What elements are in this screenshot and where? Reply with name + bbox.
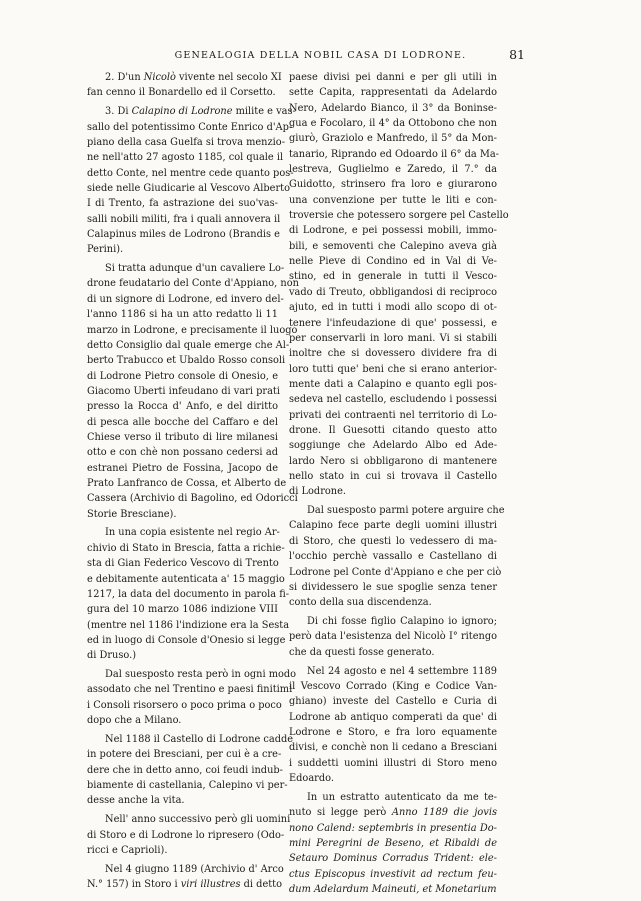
text-segment: loro tutti que' beni che si erano anterior-: [289, 363, 497, 375]
paragraph: [289, 614, 497, 660]
text-segment: detto Conte, nel mentre cede quanto pos-: [87, 167, 294, 179]
text-segment: Nel 1188 il Castello di Lodrone cadde: [105, 733, 294, 745]
text-line: [289, 740, 497, 755]
text-line: [289, 454, 497, 469]
text-segment: i Consoli risorsero o poco prima o poco: [87, 699, 282, 711]
text-segment: conto della sua discendenza.: [289, 597, 432, 609]
text-segment: che da questi fosse generato.: [289, 646, 435, 658]
text-line: [289, 346, 497, 361]
text-segment: Nero, Adelardo Bianco, il 3° da Boninse-: [289, 102, 497, 114]
text-segment: troversie che potessero sorgere pel Castello: [289, 210, 509, 222]
text-segment: biamente di castellania, Calepino vi per-: [87, 779, 288, 791]
text-line: [87, 862, 284, 877]
italic-text: Nicolò: [143, 72, 176, 83]
text-line: [87, 556, 278, 571]
text-segment: una convenzione per tutte le liti e con-: [289, 194, 497, 206]
text-line: [87, 828, 285, 843]
text-segment: dopo che a Milano.: [87, 715, 182, 727]
text-line: [87, 384, 278, 399]
text-line: [289, 771, 497, 786]
text-segment: Dal suesposto parmi potere arguire che: [307, 505, 505, 517]
paragraph: [87, 525, 290, 663]
text-line: [289, 223, 497, 238]
text-segment: I di Trento, fa astrazione dei suo'vas-: [87, 198, 278, 210]
text-segment: milite e vas-: [232, 106, 296, 118]
text-line: [87, 150, 284, 165]
text-line: [87, 461, 278, 476]
text-segment: di pesca alle bocche del Caffaro e del: [87, 416, 278, 428]
text-line: [87, 812, 291, 827]
text-line: [289, 423, 497, 438]
text-segment: ricci e Caprioli).: [87, 844, 168, 856]
text-line: [289, 756, 497, 771]
text-segment: Perini).: [87, 244, 124, 256]
text-segment: Nel 24 agosto e nel 4 settembre 1189: [307, 665, 497, 677]
italic-text: Setauro Dominus Corradus Trident: ele-: [289, 853, 497, 865]
text-line: [289, 595, 497, 610]
text-line: [87, 85, 278, 100]
text-segment: in potere dei Bresciani, per cui è a cre-: [87, 749, 282, 761]
text-segment: Guidotto, strinsero fra loro e giurarono: [289, 179, 497, 191]
text-line: [87, 104, 296, 119]
text-line: [87, 135, 285, 150]
text-line: [87, 747, 282, 762]
italic-text: ctus Episcopus investivit ad rectum feu-: [289, 868, 497, 880]
text-line: [87, 166, 294, 181]
text-line: [289, 534, 497, 549]
text-line: [289, 549, 497, 564]
text-line: [289, 331, 497, 346]
text-line: [87, 667, 297, 682]
text-line: [87, 793, 278, 808]
text-line: [87, 181, 290, 196]
text-line: [87, 323, 298, 338]
text-line: [87, 242, 278, 257]
text-segment: presso la Rocca d' Anfo, e del diritto: [87, 401, 278, 413]
text-segment: gua e Focolaro, il 4° da Ottobono che non: [289, 118, 497, 130]
text-segment: sedeva nel castello, escludendo i possessi: [289, 394, 497, 406]
text-segment: berto Trabucco et Ubaldo Rosso consoli: [87, 355, 286, 367]
text-segment: per conservarli in loro mani. Vi si stabili: [289, 332, 497, 344]
text-line: [289, 269, 497, 284]
text-line: [289, 484, 497, 499]
text-segment: privati dei contraenti nel territorio di Lo-: [289, 409, 497, 421]
text-segment: dere che in detto anno, coi feudi indub-: [87, 764, 283, 776]
text-segment: N.° 157) in Storo i: [87, 879, 181, 891]
paragraph: [87, 812, 291, 858]
text-line: [87, 877, 283, 892]
text-line: [289, 177, 497, 192]
text-segment: assodato che nel Trentino e paesi finitimi: [87, 684, 293, 696]
text-segment: Storie Bresciane).: [87, 508, 177, 520]
text-line: [289, 614, 497, 629]
text-line: [87, 292, 284, 307]
text-line: [87, 476, 287, 491]
text-segment: sette Capita, rappresentati da Adelardo: [289, 87, 497, 99]
text-line: [289, 805, 497, 820]
text-segment: fan cenno il Bonardello ed il Corsetto.: [87, 87, 276, 99]
text-line: [289, 725, 497, 740]
text-segment: salli nobili militi, fra i quali annovera il: [87, 213, 281, 225]
text-line: [289, 285, 497, 300]
text-segment: stino, ed in generale in tutti il Vesco-: [289, 271, 497, 283]
text-segment: paese divisi pei danni e per gli utili in: [289, 72, 497, 83]
text-segment: l'occhio perchè vassallo e Castellano di: [289, 551, 497, 563]
text-line: [87, 70, 282, 85]
text-segment: ajuto, ed in tutti i modi allo scopo di ot-: [289, 302, 497, 314]
text-segment: Calapino fece parte degli uomini illustri: [289, 520, 497, 532]
paragraph: [87, 667, 297, 728]
text-segment: di Storo e di Lodrone lo ripresero (Odo-: [87, 829, 285, 841]
text-line: [289, 867, 497, 882]
text-line: [87, 633, 286, 648]
text-segment: nelle Pieve di Condino ed in Val di Ve-: [289, 256, 497, 268]
text-line: [289, 147, 497, 162]
text-line: [87, 541, 285, 556]
text-line: [289, 882, 497, 897]
text-line: [87, 648, 278, 663]
text-segment: ne nell'atto 27 agosto 1185, col quale il: [87, 152, 284, 164]
text-line: [87, 778, 288, 793]
text-segment: inoltre che si dovessero dividere fra di: [289, 348, 497, 360]
text-line: [289, 162, 497, 177]
text-segment: l'anno 1186 si ha un atto redatto li 11: [87, 309, 278, 321]
paragraph: [289, 503, 505, 610]
text-segment: 1217, la data del documento in parola fi-: [87, 588, 290, 600]
paragraph: [289, 70, 509, 500]
text-line: [289, 836, 497, 851]
paragraph: [87, 732, 294, 809]
text-segment: drone. Il Guesotti citando questo atto: [289, 424, 497, 436]
text-segment: Di chi fosse figlio Calapino io ignoro;: [307, 616, 497, 628]
text-segment: piano della casa Guelfa si trova menzio-: [87, 136, 285, 148]
text-segment: sta di Gian Federico Vescovo di Trento: [87, 558, 279, 570]
text-line: [289, 679, 497, 694]
text-segment: Si tratta adunque d'un cavaliere Lo-: [105, 263, 285, 275]
running-head: GENEALOGIA DELLA NOBIL CASA DI LODRONE.: [174, 50, 467, 61]
left-column: [87, 70, 299, 896]
text-segment: In una copia esistente nel regio Ar-: [105, 527, 280, 539]
text-segment: chivio di Stato in Brescia, fatta a richie-: [87, 542, 285, 554]
text-segment: Edoardo.: [289, 772, 334, 784]
text-segment: di Lodrone Pietro console di Onesio, e: [87, 370, 278, 382]
text-line: [289, 131, 497, 146]
text-segment: Chiese verso il tributo di lire milanesi: [87, 431, 278, 443]
text-segment: soggiunge che Adelardo Albo ed Ade-: [289, 440, 497, 452]
text-line: [87, 353, 286, 368]
text-segment: si dividessero le sue spoglie senza tener: [289, 581, 497, 593]
text-line: [289, 239, 497, 254]
text-line: [87, 491, 298, 506]
text-segment: Prato Lanfranco de Cossa, et Alberto de: [87, 477, 287, 489]
text-segment: Lodrone pel Conte d'Appiano e che per ciò: [289, 566, 502, 578]
text-line: [87, 618, 290, 633]
text-line: [87, 196, 278, 211]
text-segment: Cassera (Archivio di Bagolino, ed Odoricci: [87, 493, 298, 505]
paragraph: [289, 664, 497, 787]
text-line: [289, 469, 497, 484]
text-line: [87, 261, 285, 276]
text-line: [289, 208, 509, 223]
text-line: [289, 629, 497, 644]
text-segment: lestreva, Guglielmo e Zaredo, il 7.° da: [289, 164, 497, 176]
text-segment: e debitamente autenticata a' 15 maggio: [87, 573, 285, 585]
text-segment: 2. D'un: [105, 72, 144, 83]
text-segment: Lodrone ab antiquo comperati da que' di: [289, 711, 497, 723]
italic-text: nono Calend: septembris in presentia Do-: [289, 822, 497, 834]
paragraph: [87, 70, 282, 101]
text-segment: Lodrone e Storo, e fra loro equamente: [289, 726, 497, 738]
text-segment: vado di Treuto, obbligandosi di reciproco: [289, 286, 497, 298]
italic-text: mini Peregrini de Beseno, et Ribaldi de: [289, 837, 497, 849]
paragraph: [87, 104, 296, 257]
text-segment: ghiano) investe del Castello e Curia di: [289, 696, 497, 708]
text-line: [87, 572, 285, 587]
text-segment: ed in luogo di Console d'Onesio si legge: [87, 634, 286, 646]
text-line: [87, 430, 278, 445]
text-line: [87, 338, 290, 353]
page-number: 81: [509, 47, 525, 62]
italic-text: Calapino di Lodrone: [131, 106, 233, 118]
text-segment: nuto si legge però: [289, 807, 392, 819]
text-line: [87, 525, 278, 540]
italic-text: viri illustres: [180, 879, 241, 891]
text-segment: otto e con chè non possano cedersi ad: [87, 447, 278, 459]
text-segment: però data l'esistenza del Nicolò I° ritengo: [289, 631, 497, 643]
text-line: [289, 790, 497, 805]
text-segment: di Storo, che questi lo vedessero di ma-: [289, 535, 497, 547]
text-line: [289, 254, 497, 269]
text-segment: vivente nel secolo XI: [175, 72, 282, 83]
paragraph: [289, 790, 497, 897]
text-line: [289, 316, 497, 331]
text-segment: giurò, Graziolo e Manfredo, il 5° da Mon-: [289, 133, 497, 145]
text-segment: di Lodrone, e pei possessi mobili, immo-: [289, 225, 497, 237]
text-line: [87, 682, 293, 697]
text-segment: sallo del potentissimo Conte Enrico d'Ap-: [87, 121, 293, 133]
text-line: [87, 369, 278, 384]
text-segment: il Vescovo Corrado (King e Codice Van-: [289, 680, 497, 692]
text-line: [289, 645, 497, 660]
text-line: [87, 227, 278, 242]
text-line: [289, 101, 497, 116]
text-line: [87, 602, 278, 617]
text-line: [87, 843, 278, 858]
text-segment: Nell' anno successivo però gli uomini: [105, 814, 291, 826]
text-line: [289, 392, 497, 407]
text-line: [87, 399, 278, 414]
text-segment: In un estratto autenticato da me te-: [307, 791, 497, 803]
text-line: [87, 307, 278, 322]
text-line: [289, 85, 497, 100]
text-line: [87, 587, 290, 602]
text-segment: 3. Di: [105, 106, 132, 118]
text-segment: siede nelle Giudicarie al Vescovo Alberto: [87, 182, 290, 194]
text-segment: i suddetti uomini illustri di Storo meno: [289, 757, 497, 769]
text-segment: lardo Nero si obbligarono di mantenere: [289, 455, 497, 467]
text-segment: estranei Pietro de Fossina, Jacopo de: [87, 462, 278, 474]
text-line: [289, 518, 497, 533]
text-line: [289, 580, 497, 595]
text-segment: marzo in Lodrone, e precisamente il luogo: [87, 324, 298, 336]
text-segment: di un signore di Lodrone, ed invero del-: [87, 293, 284, 305]
text-line: [87, 698, 282, 713]
text-segment: nello stato in cui si trovava il Castello: [289, 470, 497, 482]
text-line: [87, 212, 281, 227]
text-segment: mente dati a Calapino e quanto egli pos-: [289, 378, 497, 390]
text-segment: detto Consiglio dal quale emerge che Al-: [87, 339, 290, 351]
text-segment: desse anche la vita.: [87, 795, 185, 807]
text-line: [289, 408, 497, 423]
text-line: [87, 507, 278, 522]
text-line: [87, 415, 278, 430]
text-segment: tenere l'infeudazione di que' possessi, e: [289, 317, 497, 329]
italic-text: Anno 1189 die jovis: [391, 807, 498, 819]
text-segment: Nel 4 giugno 1189 (Archivio d' Arco: [105, 863, 284, 875]
text-line: [289, 116, 497, 131]
text-line: [289, 694, 497, 709]
paragraph: [87, 862, 284, 893]
text-segment: Dal suesposto resta però in ogni modo: [105, 669, 297, 681]
italic-text: dum Adelardum Maineuti, et Monetarium: [289, 883, 497, 895]
text-segment: tanario, Riprando ed Odoardo il 6° da Ma-: [289, 148, 499, 160]
text-line: [289, 565, 502, 580]
text-segment: (mentre nel 1186 l'indizione era la Sesta: [87, 619, 290, 631]
text-line: [289, 300, 497, 315]
text-line: [289, 70, 497, 85]
text-line: [289, 821, 497, 836]
text-segment: drone feudatario del Conte d'Appiano, non: [87, 278, 299, 290]
text-segment: gura del 10 marzo 1086 indizione VIII: [87, 604, 278, 616]
text-line: [289, 193, 497, 208]
text-line: [87, 732, 294, 747]
text-segment: Giacomo Uberti infeudano di vari prati: [87, 385, 280, 397]
text-segment: Calapinus miles de Lodrono (Brandis e: [87, 228, 280, 240]
text-line: [289, 503, 505, 518]
text-line: [289, 438, 497, 453]
text-line: [87, 713, 278, 728]
text-line: [289, 362, 497, 377]
text-line: [87, 445, 278, 460]
text-line: [289, 664, 497, 679]
text-line: [289, 851, 497, 866]
text-segment: di Druso.): [87, 650, 137, 662]
text-segment: bili, e semoventi che Calepino aveva già: [289, 240, 497, 252]
text-line: [289, 710, 497, 725]
right-column: [289, 70, 509, 901]
text-line: [289, 377, 497, 392]
text-line: [87, 120, 293, 135]
text-segment: divisi, e conchè non li cedano a Bresciani: [289, 742, 497, 754]
paragraph: [87, 261, 299, 522]
text-line: [87, 763, 283, 778]
text-segment: di Lodrone.: [289, 486, 346, 498]
text-segment: di detto: [240, 879, 283, 891]
text-line: [87, 276, 299, 291]
